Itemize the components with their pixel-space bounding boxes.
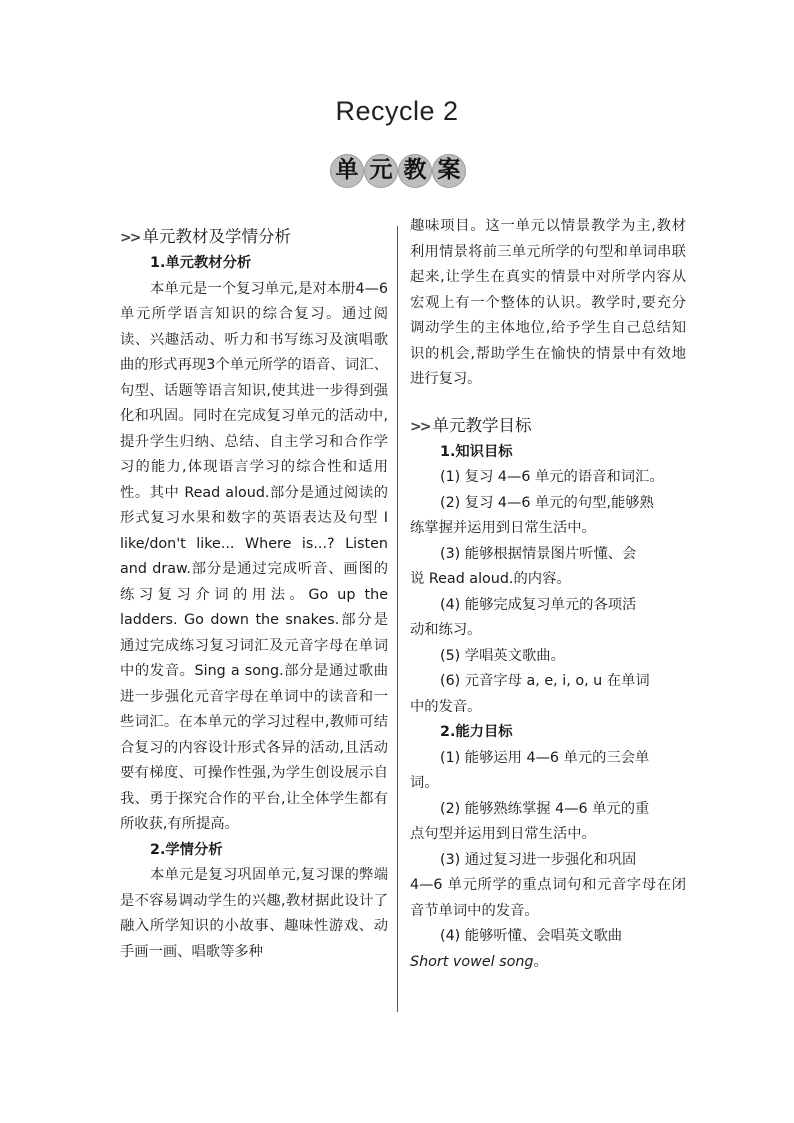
- ability-item: (1) 能够运用 4—6 单元的三会单: [440, 749, 650, 766]
- knowledge-item: (4) 能够完成复习单元的各项活: [440, 596, 637, 613]
- ability-item-continuation: 词。: [410, 775, 439, 791]
- knowledge-item: (1) 复习 4—6 单元的语音和词汇。: [440, 469, 664, 485]
- ability-item: (3) 通过复习进一步强化和巩固: [440, 851, 637, 868]
- student-analysis-paragraph: 本单元是复习巩固单元,复习课的弊端是不容易调动学生的兴趣,教材据此设计了融入所学知识的小故事、趣味性游戏、动手画一画、唱歌等多种: [120, 867, 388, 960]
- ability-item-continuation: Short vowel song。: [410, 953, 548, 970]
- knowledge-item: (2) 复习 4—6 单元的句型,能够熟: [440, 494, 654, 511]
- song-title: Short vowel song: [410, 953, 534, 970]
- right-column: [410, 214, 686, 975]
- student-analysis-continuation: 趣味项目。这一单元以情景教学为主,教材利用情景将前三单元所学的句型和单词串联起来,让学生在真实的情景中对所学内容从宏观上有一个整体的认识。教学时,要充分调动学生的主体地位,给予学生自己总结知识的机会,帮助学生在愉快的情景中有效地进行复习。: [410, 218, 686, 387]
- page-title: Recycle 2: [335, 96, 459, 126]
- subheading-ability-goals: 2.能力目标: [440, 724, 513, 740]
- left-column: [120, 224, 388, 965]
- ability-item: (2) 能够熟练掌握 4—6 单元的重: [440, 800, 650, 817]
- knowledge-item: (5) 学唱英文歌曲。: [440, 647, 565, 664]
- materials-analysis-paragraph: 本单元是一个复习单元,是对本册4—6单元所学语言知识的综合复习。通过阅读、兴趣活动、听力和书写练习及演唱歌曲的形式再现3个单元所学的语音、词汇、句型、话题等语言知识,使其进一步得到强化和巩固。同时在完成复习单元的活动中,提升学生归纳、总结、自主学习和合作学习的能力,体现语言学习的综合性和适用性。其中 Read aloud.部分是通过阅读的形式复习水果和数字的英语表达及句型 I like/don't like... Where is...? Listen and draw.部分是通过完成听音、画图的练习复习介词的用法。Go up the ladders. Go down the snakes.部分是通过完成练习复习词汇及元音字母在单词中的发音。Sing a song.部分是通过歌曲进一步强化元音字母在单词中的读音和一些词汇。在本单元的学习过程中,教师可结合复习的内容设计形式各异的活动,且活动要有梯度、可操作性强,为学生创设展示自我、勇于探究合作的平台,让全体学生都有所收获,有所提高。: [120, 280, 388, 832]
- badge-char: 案: [437, 157, 461, 183]
- section-heading-materials: >> 单元教材及学情分析: [120, 227, 291, 246]
- ability-item-continuation: 点句型并运用到日常生活中。: [410, 826, 596, 842]
- subheading-knowledge-goals: 1.知识目标: [440, 443, 513, 460]
- knowledge-item-continuation: 练掌握并运用到日常生活中。: [410, 520, 596, 536]
- knowledge-item-continuation: 中的发音。: [410, 698, 482, 715]
- knowledge-item: (6) 元音字母 a, e, i, o, u 在单词: [440, 673, 650, 689]
- knowledge-item-continuation: 动和练习。: [410, 622, 482, 638]
- column-divider: [397, 226, 398, 1012]
- badge-char: 教: [403, 157, 427, 183]
- ability-item-continuation: 4—6 单元所学的重点词句和元音字母在闭音节单词中的发音。: [410, 877, 686, 919]
- subheading-student-analysis: 2.学情分析: [150, 841, 223, 858]
- badge-char: 单: [335, 157, 359, 183]
- double-chevron-icon: >>: [120, 230, 140, 246]
- knowledge-item-continuation: 说 Read aloud.的内容。: [410, 571, 571, 587]
- badge-char: 元: [369, 157, 393, 183]
- ability-item: (4) 能够听懂、会唱英文歌曲: [440, 928, 623, 944]
- knowledge-item: (3) 能够根据情景图片听懂、会: [440, 545, 637, 562]
- subheading-materials-analysis: 1.单元教材分析: [150, 255, 252, 271]
- section-heading-objectives: >> 单元教学目标: [410, 415, 532, 435]
- double-chevron-icon: >>: [410, 418, 430, 435]
- unit-lesson-plan-badge: [330, 152, 466, 192]
